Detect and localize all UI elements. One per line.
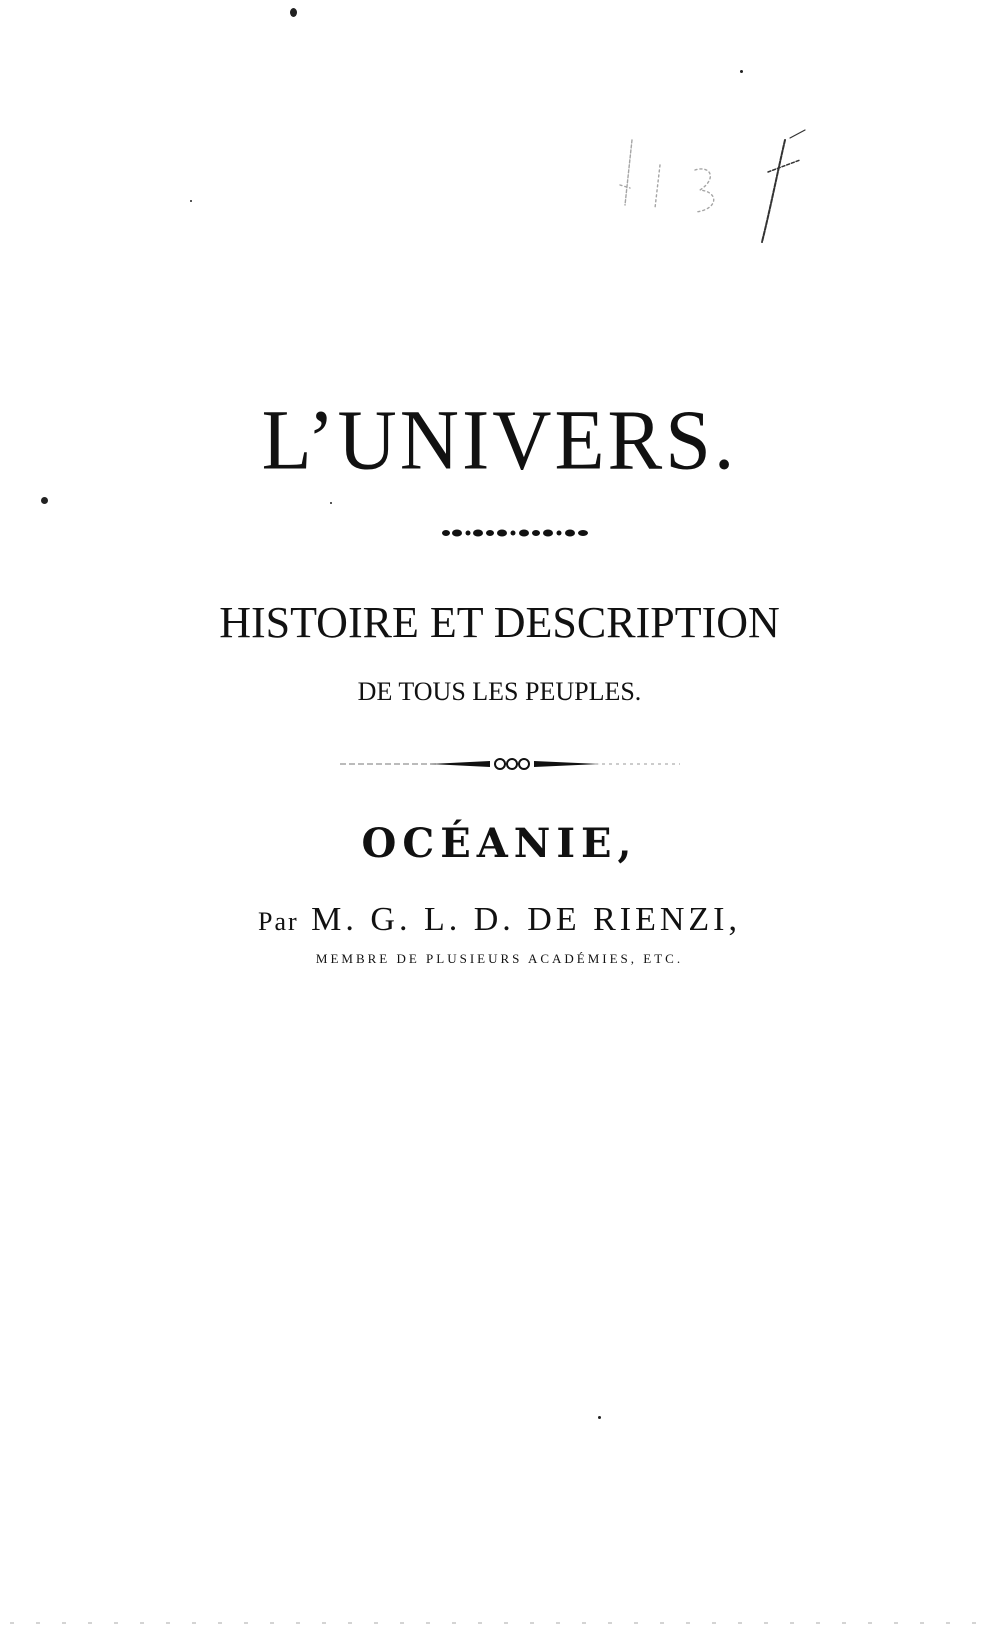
chain-ornament-icon <box>440 525 590 541</box>
author-line <box>0 900 999 942</box>
speck <box>41 497 48 504</box>
author-affiliation: MEMBRE DE PLUSIEURS ACADÉMIES, ETC. <box>315 951 684 966</box>
author-name: M. G. L. D. DE RIENZI, <box>311 901 741 938</box>
subtitle: HISTOIRE ET DESCRIPTION <box>219 598 780 647</box>
author-prefix: Par <box>257 907 299 936</box>
speck <box>330 502 332 504</box>
subsubtitle: DE TOUS LES PEUPLES. <box>357 677 642 706</box>
rule-ornament-icon <box>340 756 680 772</box>
region-heading: OCÉANIE, <box>361 820 638 867</box>
page-title: L’UNIVERS. <box>261 391 738 488</box>
speck <box>740 70 743 73</box>
scan-edge-icon <box>0 1618 999 1628</box>
speck <box>190 200 192 202</box>
speck <box>290 8 297 17</box>
speck <box>598 1416 601 1419</box>
pencil-shelfmark-icon <box>600 110 850 250</box>
